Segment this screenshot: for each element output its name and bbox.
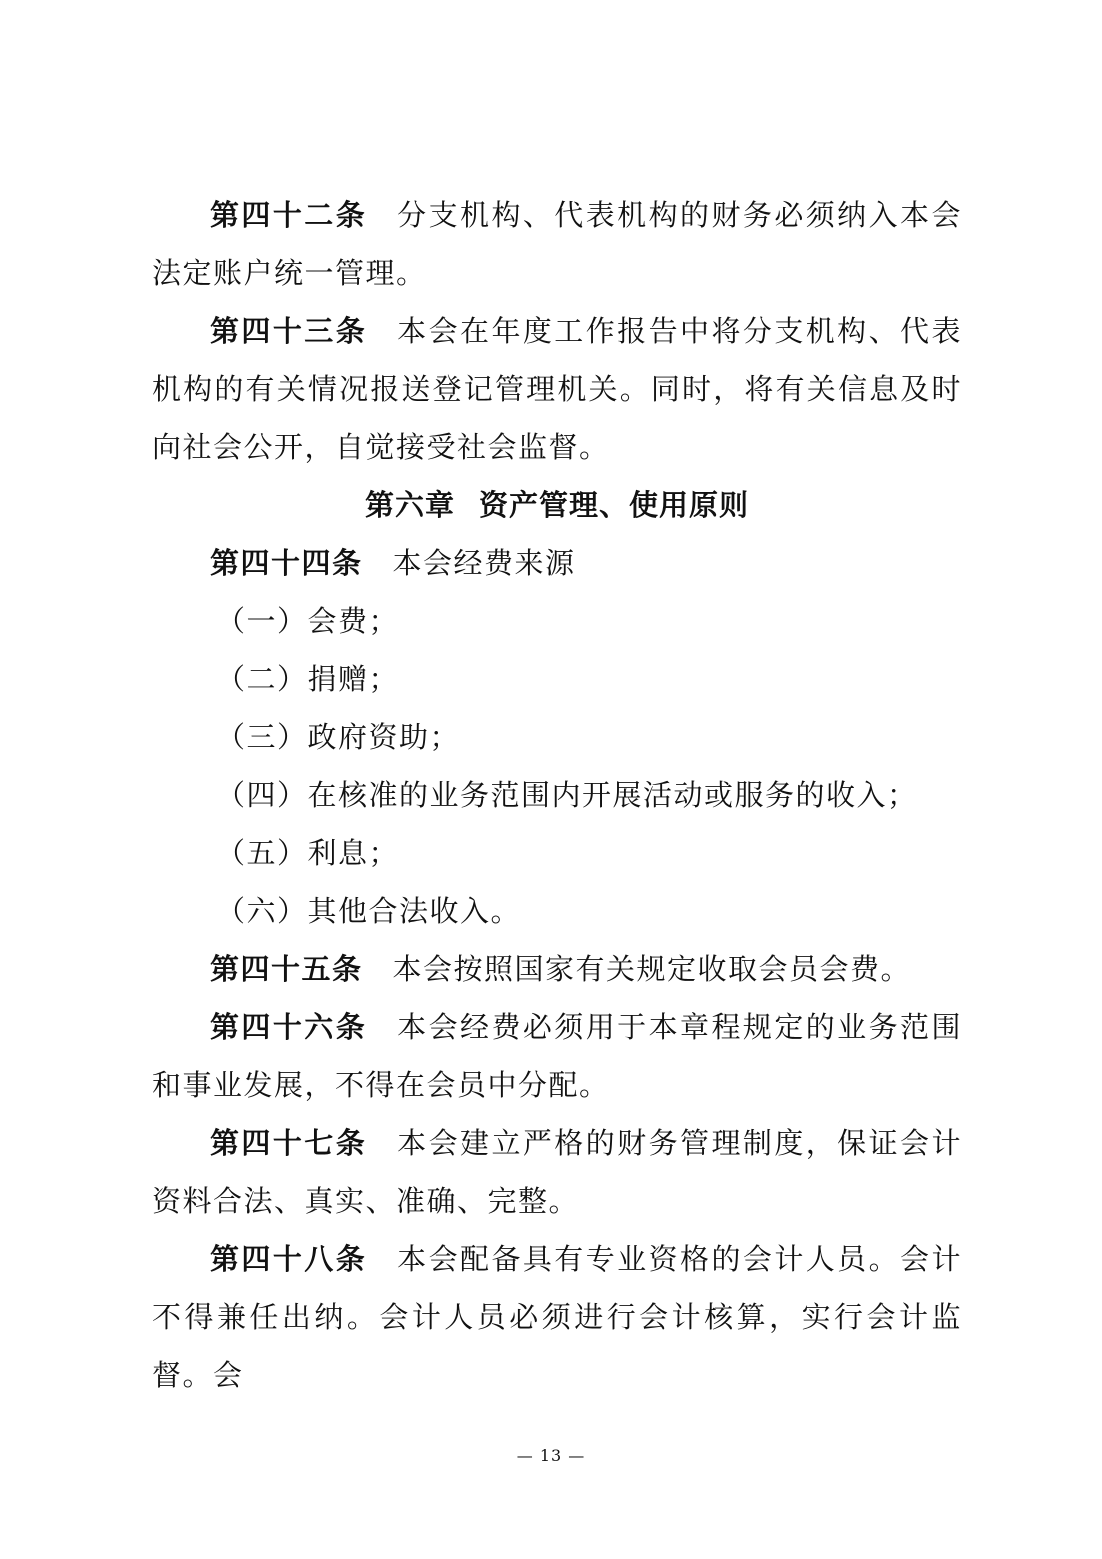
document-body bbox=[152, 186, 962, 1404]
article-46 bbox=[152, 998, 962, 1114]
article-text: 本会经费必须用于本章程规定的业务范围和事业发展，不得在会员中分配。 bbox=[152, 1010, 962, 1102]
article-42 bbox=[152, 186, 962, 302]
list-item: （二）捐赠； bbox=[216, 662, 400, 696]
article-44 bbox=[152, 534, 962, 592]
article-text: 本会建立严格的财务管理制度，保证会计资料合法、真实、准确、完整。 bbox=[152, 1126, 962, 1218]
article-text: 本会配备具有专业资格的会计人员。会计不得兼任出纳。会计人员必须进行会计核算，实行会计监督。会 bbox=[152, 1242, 962, 1392]
article-text: 分支机构、代表机构的财务必须纳入本会法定账户统一管理。 bbox=[152, 198, 962, 290]
article-number: 第四十七条 bbox=[210, 1126, 368, 1160]
article-45 bbox=[152, 940, 962, 998]
article-number: 第四十四条 bbox=[210, 546, 363, 580]
list-item: （六）其他合法收入。 bbox=[216, 894, 522, 928]
article-47 bbox=[152, 1114, 962, 1230]
article-43 bbox=[152, 302, 962, 476]
chapter-number: 第六章 bbox=[364, 488, 455, 522]
list-item: （四）在核准的业务范围内开展活动或服务的收入； bbox=[216, 778, 918, 812]
list-item: （五）利息； bbox=[216, 836, 400, 870]
list-item: （三）政府资助； bbox=[216, 720, 461, 754]
list-item: （一）会费； bbox=[216, 604, 400, 638]
article-number: 第四十五条 bbox=[210, 952, 363, 986]
article-text: 本会按照国家有关规定收取会员会费。 bbox=[392, 952, 912, 986]
article-number: 第四十六条 bbox=[210, 1010, 368, 1044]
page-number: — 13 — bbox=[516, 1446, 586, 1465]
chapter-heading bbox=[152, 476, 962, 534]
article-48 bbox=[152, 1230, 962, 1404]
article-number: 第四十八条 bbox=[210, 1242, 368, 1276]
article-number: 第四十三条 bbox=[210, 314, 368, 348]
chapter-title: 资产管理、使用原则 bbox=[479, 488, 750, 522]
article-text: 本会经费来源 bbox=[392, 546, 576, 580]
article-text: 本会在年度工作报告中将分支机构、代表机构的有关情况报送登记管理机关。同时，将有关信息及时向社会公开，自觉接受社会监督。 bbox=[152, 314, 962, 464]
article-number: 第四十二条 bbox=[210, 198, 368, 232]
